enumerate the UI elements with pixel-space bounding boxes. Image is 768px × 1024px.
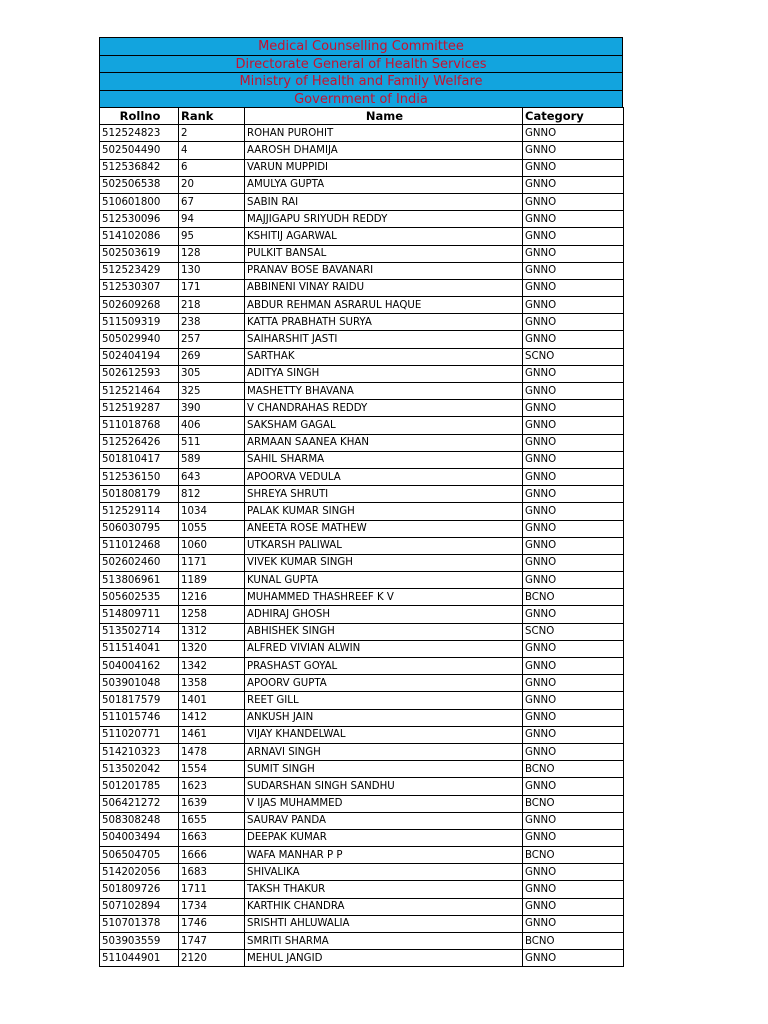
cell-category: GNNO (523, 211, 624, 228)
cell-name: ROHAN PUROHIT (245, 125, 523, 142)
cell-name: SHIVALIKA (245, 864, 523, 881)
cell-rollno: 514210323 (100, 743, 179, 760)
table-row (100, 881, 624, 898)
cell-rank: 511 (179, 434, 245, 451)
cell-rank: 1216 (179, 589, 245, 606)
cell-rank: 1189 (179, 572, 245, 589)
cell-rank: 1734 (179, 898, 245, 915)
cell-category: GNNO (523, 245, 624, 262)
cell-rank: 1034 (179, 503, 245, 520)
cell-rank: 130 (179, 262, 245, 279)
table-row (100, 537, 624, 554)
cell-rank: 128 (179, 245, 245, 262)
table-row (100, 503, 624, 520)
cell-rollno: 510601800 (100, 193, 179, 210)
table-row (100, 778, 624, 795)
cell-rank: 1320 (179, 640, 245, 657)
cell-category: GNNO (523, 314, 624, 331)
cell-rank: 1746 (179, 915, 245, 932)
cell-name: PALAK KUMAR SINGH (245, 503, 523, 520)
cell-category: GNNO (523, 692, 624, 709)
cell-category: GNNO (523, 503, 624, 520)
table-row (100, 159, 624, 176)
cell-rollno: 512526426 (100, 434, 179, 451)
cell-category: BCNO (523, 933, 624, 950)
cell-name: SAIHARSHIT JASTI (245, 331, 523, 348)
header-directorate: Directorate General of Health Services (99, 55, 623, 73)
cell-name: PRASHAST GOYAL (245, 658, 523, 675)
cell-category: GNNO (523, 950, 624, 967)
cell-name: ALFRED VIVIAN ALWIN (245, 640, 523, 657)
header-committee: Medical Counselling Committee (99, 37, 623, 55)
table-row (100, 933, 624, 950)
cell-name: ARMAAN SAANEA KHAN (245, 434, 523, 451)
table-row (100, 812, 624, 829)
table-header-row (100, 108, 624, 125)
cell-rollno: 504003494 (100, 829, 179, 846)
cell-rollno: 502504490 (100, 142, 179, 159)
table-row (100, 451, 624, 468)
cell-rank: 305 (179, 365, 245, 382)
cell-rank: 1623 (179, 778, 245, 795)
cell-rollno: 506030795 (100, 520, 179, 537)
cell-category: GNNO (523, 434, 624, 451)
table-row (100, 623, 624, 640)
cell-rank: 1060 (179, 537, 245, 554)
table-row (100, 193, 624, 210)
cell-rollno: 514202056 (100, 864, 179, 881)
table-row (100, 829, 624, 846)
cell-rank: 325 (179, 383, 245, 400)
cell-name: KUNAL GUPTA (245, 572, 523, 589)
cell-rank: 1055 (179, 520, 245, 537)
cell-rollno: 505602535 (100, 589, 179, 606)
cell-rollno: 501817579 (100, 692, 179, 709)
cell-name: SHREYA SHRUTI (245, 486, 523, 503)
cell-name: V CHANDRAHAS REDDY (245, 400, 523, 417)
cell-category: GNNO (523, 537, 624, 554)
cell-rank: 589 (179, 451, 245, 468)
cell-rollno: 504004162 (100, 658, 179, 675)
cell-rank: 1655 (179, 812, 245, 829)
cell-rank: 406 (179, 417, 245, 434)
cell-name: SABIN RAI (245, 193, 523, 210)
cell-category: GNNO (523, 468, 624, 485)
cell-rollno: 511514041 (100, 640, 179, 657)
cell-rank: 4 (179, 142, 245, 159)
cell-rollno: 514102086 (100, 228, 179, 245)
cell-category: GNNO (523, 520, 624, 537)
cell-rollno: 511020771 (100, 726, 179, 743)
column-header-name: Name (245, 108, 523, 125)
cell-rollno: 512519287 (100, 400, 179, 417)
cell-name: MAJJIGAPU SRIYUDH REDDY (245, 211, 523, 228)
cell-name: KARTHIK CHANDRA (245, 898, 523, 915)
cell-category: GNNO (523, 743, 624, 760)
cell-rollno: 513502042 (100, 761, 179, 778)
column-header-category: Category (523, 108, 624, 125)
cell-name: SAURAV PANDA (245, 812, 523, 829)
cell-rank: 1171 (179, 554, 245, 571)
cell-rollno: 512536150 (100, 468, 179, 485)
table-row (100, 486, 624, 503)
cell-category: GNNO (523, 159, 624, 176)
cell-name: SARTHAK (245, 348, 523, 365)
cell-category: SCNO (523, 623, 624, 640)
table-row (100, 176, 624, 193)
table-row (100, 228, 624, 245)
cell-rollno: 512521464 (100, 383, 179, 400)
table-row (100, 572, 624, 589)
cell-category: BCNO (523, 847, 624, 864)
cell-rollno: 502503619 (100, 245, 179, 262)
table-row (100, 245, 624, 262)
cell-rollno: 512536842 (100, 159, 179, 176)
table-row (100, 125, 624, 142)
cell-name: V IJAS MUHAMMED (245, 795, 523, 812)
cell-name: ADITYA SINGH (245, 365, 523, 382)
cell-rollno: 513502714 (100, 623, 179, 640)
cell-category: GNNO (523, 658, 624, 675)
cell-rank: 643 (179, 468, 245, 485)
cell-category: GNNO (523, 400, 624, 417)
cell-name: VIJAY KHANDELWAL (245, 726, 523, 743)
cell-name: MASHETTY BHAVANA (245, 383, 523, 400)
cell-name: ARNAVI SINGH (245, 743, 523, 760)
cell-rollno: 501201785 (100, 778, 179, 795)
cell-rollno: 512523429 (100, 262, 179, 279)
cell-name: PRANAV BOSE BAVANARI (245, 262, 523, 279)
table-row (100, 640, 624, 657)
cell-category: GNNO (523, 726, 624, 743)
results-table (99, 107, 624, 967)
cell-rank: 1747 (179, 933, 245, 950)
cell-rank: 6 (179, 159, 245, 176)
cell-rollno: 514809711 (100, 606, 179, 623)
cell-rollno: 501809726 (100, 881, 179, 898)
table-row (100, 434, 624, 451)
header-government: Government of India (99, 90, 623, 108)
cell-rollno: 502404194 (100, 348, 179, 365)
cell-rollno: 506504705 (100, 847, 179, 864)
cell-category: GNNO (523, 709, 624, 726)
cell-name: TAKSH THAKUR (245, 881, 523, 898)
cell-category: GNNO (523, 383, 624, 400)
cell-name: ANKUSH JAIN (245, 709, 523, 726)
table-row (100, 262, 624, 279)
cell-name: KSHITIJ AGARWAL (245, 228, 523, 245)
cell-category: SCNO (523, 348, 624, 365)
cell-rank: 218 (179, 297, 245, 314)
table-row (100, 468, 624, 485)
cell-name: AMULYA GUPTA (245, 176, 523, 193)
cell-rollno: 511015746 (100, 709, 179, 726)
cell-category: GNNO (523, 451, 624, 468)
cell-category: GNNO (523, 864, 624, 881)
cell-rank: 1401 (179, 692, 245, 709)
table-row (100, 331, 624, 348)
cell-name: SAKSHAM GAGAL (245, 417, 523, 434)
cell-category: GNNO (523, 778, 624, 795)
cell-rank: 1312 (179, 623, 245, 640)
table-row (100, 950, 624, 967)
cell-rank: 1639 (179, 795, 245, 812)
cell-name: KATTA PRABHATH SURYA (245, 314, 523, 331)
cell-category: GNNO (523, 228, 624, 245)
table-row (100, 417, 624, 434)
cell-category: BCNO (523, 795, 624, 812)
cell-rollno: 512530096 (100, 211, 179, 228)
column-header-rollno: Rollno (100, 108, 179, 125)
cell-rollno: 502609268 (100, 297, 179, 314)
table-row (100, 365, 624, 382)
cell-rollno: 506421272 (100, 795, 179, 812)
column-header-rank: Rank (179, 108, 245, 125)
cell-rank: 1663 (179, 829, 245, 846)
cell-category: GNNO (523, 193, 624, 210)
cell-name: WAFA MANHAR P P (245, 847, 523, 864)
cell-rollno: 501808179 (100, 486, 179, 503)
cell-rank: 1258 (179, 606, 245, 623)
table-row (100, 383, 624, 400)
cell-rollno: 511012468 (100, 537, 179, 554)
cell-rollno: 510701378 (100, 915, 179, 932)
spreadsheet (99, 37, 623, 967)
cell-rank: 257 (179, 331, 245, 348)
cell-category: BCNO (523, 589, 624, 606)
cell-rank: 238 (179, 314, 245, 331)
cell-category: GNNO (523, 898, 624, 915)
cell-category: GNNO (523, 606, 624, 623)
cell-name: PULKIT BANSAL (245, 245, 523, 262)
cell-category: GNNO (523, 279, 624, 296)
cell-name: AAROSH DHAMIJA (245, 142, 523, 159)
cell-rollno: 502506538 (100, 176, 179, 193)
cell-rollno: 502602460 (100, 554, 179, 571)
table-row (100, 795, 624, 812)
cell-category: GNNO (523, 486, 624, 503)
cell-rollno: 512530307 (100, 279, 179, 296)
cell-name: SRISHTI AHLUWALIA (245, 915, 523, 932)
cell-category: GNNO (523, 365, 624, 382)
cell-name: DEEPAK KUMAR (245, 829, 523, 846)
cell-rollno: 513806961 (100, 572, 179, 589)
cell-category: GNNO (523, 417, 624, 434)
cell-name: SAHIL SHARMA (245, 451, 523, 468)
cell-category: GNNO (523, 176, 624, 193)
table-row (100, 915, 624, 932)
table-row (100, 847, 624, 864)
cell-rank: 94 (179, 211, 245, 228)
table-row (100, 348, 624, 365)
table-row (100, 864, 624, 881)
table-row (100, 726, 624, 743)
cell-rank: 1342 (179, 658, 245, 675)
table-row (100, 743, 624, 760)
table-row (100, 589, 624, 606)
cell-rank: 1412 (179, 709, 245, 726)
cell-category: BCNO (523, 761, 624, 778)
cell-category: GNNO (523, 829, 624, 846)
cell-category: GNNO (523, 262, 624, 279)
cell-rank: 1358 (179, 675, 245, 692)
cell-rollno: 503901048 (100, 675, 179, 692)
table-row (100, 658, 624, 675)
cell-name: SUDARSHAN SINGH SANDHU (245, 778, 523, 795)
cell-name: SMRITI SHARMA (245, 933, 523, 950)
cell-name: APOORVA VEDULA (245, 468, 523, 485)
table-row (100, 675, 624, 692)
cell-name: ABBINENI VINAY RAIDU (245, 279, 523, 296)
cell-rank: 67 (179, 193, 245, 210)
cell-category: GNNO (523, 297, 624, 314)
cell-rank: 269 (179, 348, 245, 365)
table-row (100, 606, 624, 623)
cell-name: VARUN MUPPIDI (245, 159, 523, 176)
cell-name: UTKARSH PALIWAL (245, 537, 523, 554)
cell-name: MUHAMMED THASHREEF K V (245, 589, 523, 606)
cell-name: REET GILL (245, 692, 523, 709)
table-row (100, 314, 624, 331)
cell-category: GNNO (523, 142, 624, 159)
cell-name: ANEETA ROSE MATHEW (245, 520, 523, 537)
table-row (100, 761, 624, 778)
cell-rank: 1461 (179, 726, 245, 743)
table-row (100, 297, 624, 314)
cell-rollno: 507102894 (100, 898, 179, 915)
table-row (100, 211, 624, 228)
cell-name: SUMIT SINGH (245, 761, 523, 778)
cell-rollno: 502612593 (100, 365, 179, 382)
cell-category: GNNO (523, 881, 624, 898)
cell-category: GNNO (523, 331, 624, 348)
table-row (100, 692, 624, 709)
cell-rank: 1683 (179, 864, 245, 881)
cell-rollno: 501810417 (100, 451, 179, 468)
cell-category: GNNO (523, 915, 624, 932)
table-row (100, 279, 624, 296)
cell-rank: 2120 (179, 950, 245, 967)
cell-category: GNNO (523, 125, 624, 142)
table-row (100, 898, 624, 915)
cell-rank: 1666 (179, 847, 245, 864)
cell-rollno: 505029940 (100, 331, 179, 348)
table-row (100, 520, 624, 537)
cell-name: ADHIRAJ GHOSH (245, 606, 523, 623)
cell-rollno: 512529114 (100, 503, 179, 520)
cell-rank: 1711 (179, 881, 245, 898)
header-ministry: Ministry of Health and Family Welfare (99, 72, 623, 90)
cell-rank: 812 (179, 486, 245, 503)
cell-category: GNNO (523, 640, 624, 657)
cell-name: ABHISHEK SINGH (245, 623, 523, 640)
cell-category: GNNO (523, 554, 624, 571)
table-row (100, 709, 624, 726)
cell-rollno: 511509319 (100, 314, 179, 331)
cell-category: GNNO (523, 675, 624, 692)
cell-name: ABDUR REHMAN ASRARUL HAQUE (245, 297, 523, 314)
cell-rank: 95 (179, 228, 245, 245)
cell-rank: 390 (179, 400, 245, 417)
cell-category: GNNO (523, 572, 624, 589)
cell-name: MEHUL JANGID (245, 950, 523, 967)
table-row (100, 554, 624, 571)
cell-rank: 171 (179, 279, 245, 296)
table-row (100, 142, 624, 159)
cell-rank: 1478 (179, 743, 245, 760)
cell-name: APOORV GUPTA (245, 675, 523, 692)
cell-rollno: 511044901 (100, 950, 179, 967)
cell-rollno: 512524823 (100, 125, 179, 142)
cell-rollno: 511018768 (100, 417, 179, 434)
cell-name: VIVEK KUMAR SINGH (245, 554, 523, 571)
cell-category: GNNO (523, 812, 624, 829)
cell-rollno: 508308248 (100, 812, 179, 829)
cell-rank: 1554 (179, 761, 245, 778)
cell-rank: 20 (179, 176, 245, 193)
cell-rollno: 503903559 (100, 933, 179, 950)
table-row (100, 400, 624, 417)
cell-rank: 2 (179, 125, 245, 142)
